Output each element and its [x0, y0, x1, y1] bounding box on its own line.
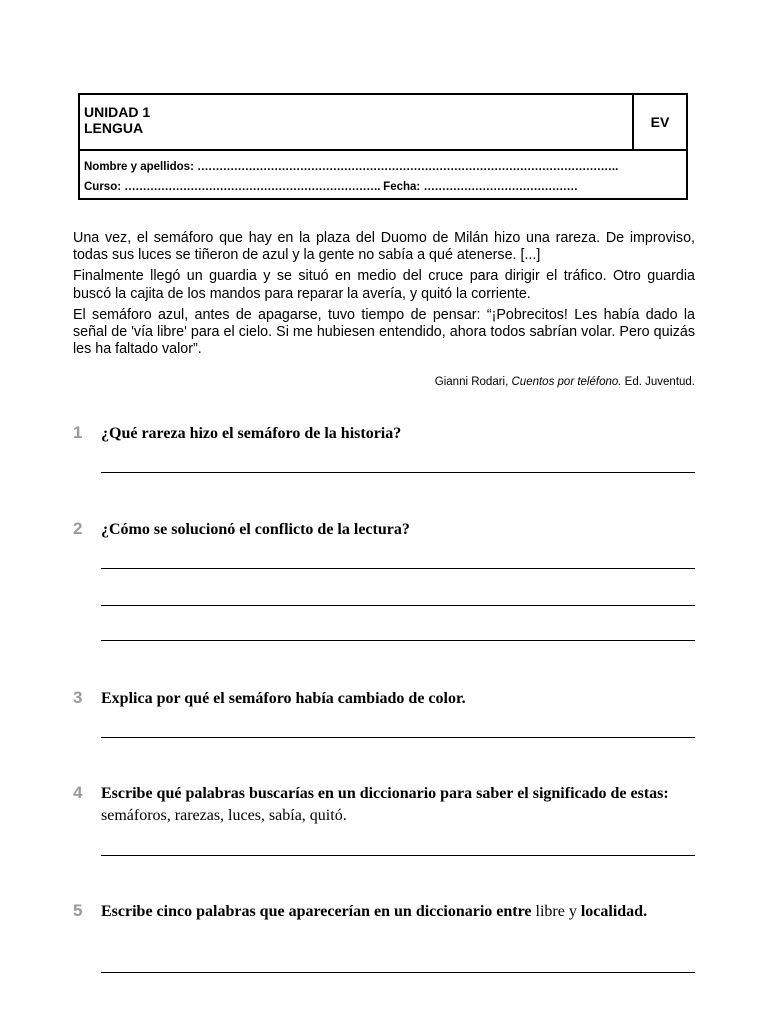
question-number: 5	[73, 901, 83, 920]
course-label: Curso:	[84, 181, 122, 193]
name-dots: …………………………………………………………………………………………………….	[197, 161, 618, 173]
question-word-list: semáforos, rarezas, luces, sabía, quitó.	[101, 807, 347, 824]
question-text: Explica por qué el semáforo había cambiado de color.	[101, 690, 466, 707]
reading-paragraph-2: Finalmente llegó un guardia y se situó en medio del cruce para dirigir el tráfico. Otro guardia buscó la cajita de los mandos para reparar la avería, y quitó la corriente.	[73, 268, 695, 302]
question-text: ¿Cómo se solucionó el conflicto de la lectura?	[101, 521, 410, 538]
answer-line[interactable]	[101, 855, 695, 856]
question-word-end: localidad.	[580, 903, 648, 920]
date-label: Fecha:	[383, 181, 421, 193]
citation	[435, 376, 695, 388]
question-number: 3	[73, 688, 83, 707]
reading-paragraph-3: El semáforo azul, antes de apagarse, tuvo tiempo de pensar: “¡Pobrecitos! Les había dado la señal de 'vía libre' para el cielo. Si me hubiesen entendido, ahora todos sabrían volar. Pero quizás les ha faltado valor”.	[73, 306, 695, 358]
evaluation-code: EV	[632, 95, 686, 149]
unit-label: UNIDAD 1	[84, 104, 151, 120]
subject-label: LENGUA	[84, 120, 144, 136]
header-top	[80, 95, 686, 151]
answer-line[interactable]	[101, 640, 695, 641]
question-text	[101, 783, 696, 827]
answer-line[interactable]	[101, 472, 695, 473]
answer-line[interactable]	[101, 972, 695, 973]
citation-publisher: Ed. Juventud.	[624, 376, 695, 388]
question-text: ¿Qué rareza hizo el semáforo de la historia?	[101, 425, 402, 442]
citation-author: Gianni Rodari,	[434, 376, 509, 388]
name-label: Nombre y apellidos:	[84, 161, 194, 173]
question-text-bold: Escribe qué palabras buscarías en un diccionario para saber el significado de estas:	[101, 785, 669, 802]
answer-line[interactable]	[101, 605, 695, 606]
question-text	[101, 901, 696, 923]
course-dots: …………………………………………………………….	[124, 181, 380, 193]
question-number: 1	[73, 423, 83, 442]
reading-passage	[73, 230, 695, 362]
question-word-start: libre y	[535, 903, 577, 920]
answer-line[interactable]	[101, 568, 695, 569]
citation-title: Cuentos por teléfono.	[511, 376, 622, 388]
date-dots: ……………………………………	[423, 181, 578, 193]
name-field[interactable]	[84, 157, 618, 177]
question-text-bold: Escribe cinco palabras que aparecerían en un diccionario entre	[101, 903, 532, 920]
question-number: 4	[73, 783, 83, 802]
student-fields	[84, 157, 618, 197]
unit-title	[84, 104, 150, 136]
question-number: 2	[73, 519, 83, 538]
header-box	[78, 93, 688, 200]
answer-line[interactable]	[101, 737, 695, 738]
course-date-field[interactable]	[84, 177, 618, 197]
reading-paragraph-1: Una vez, el semáforo que hay en la plaza del Duomo de Milán hizo una rareza. De improviso, todas sus luces se tiñeron de azul y la gente no sabía a qué atenerse. [...]	[73, 230, 695, 264]
